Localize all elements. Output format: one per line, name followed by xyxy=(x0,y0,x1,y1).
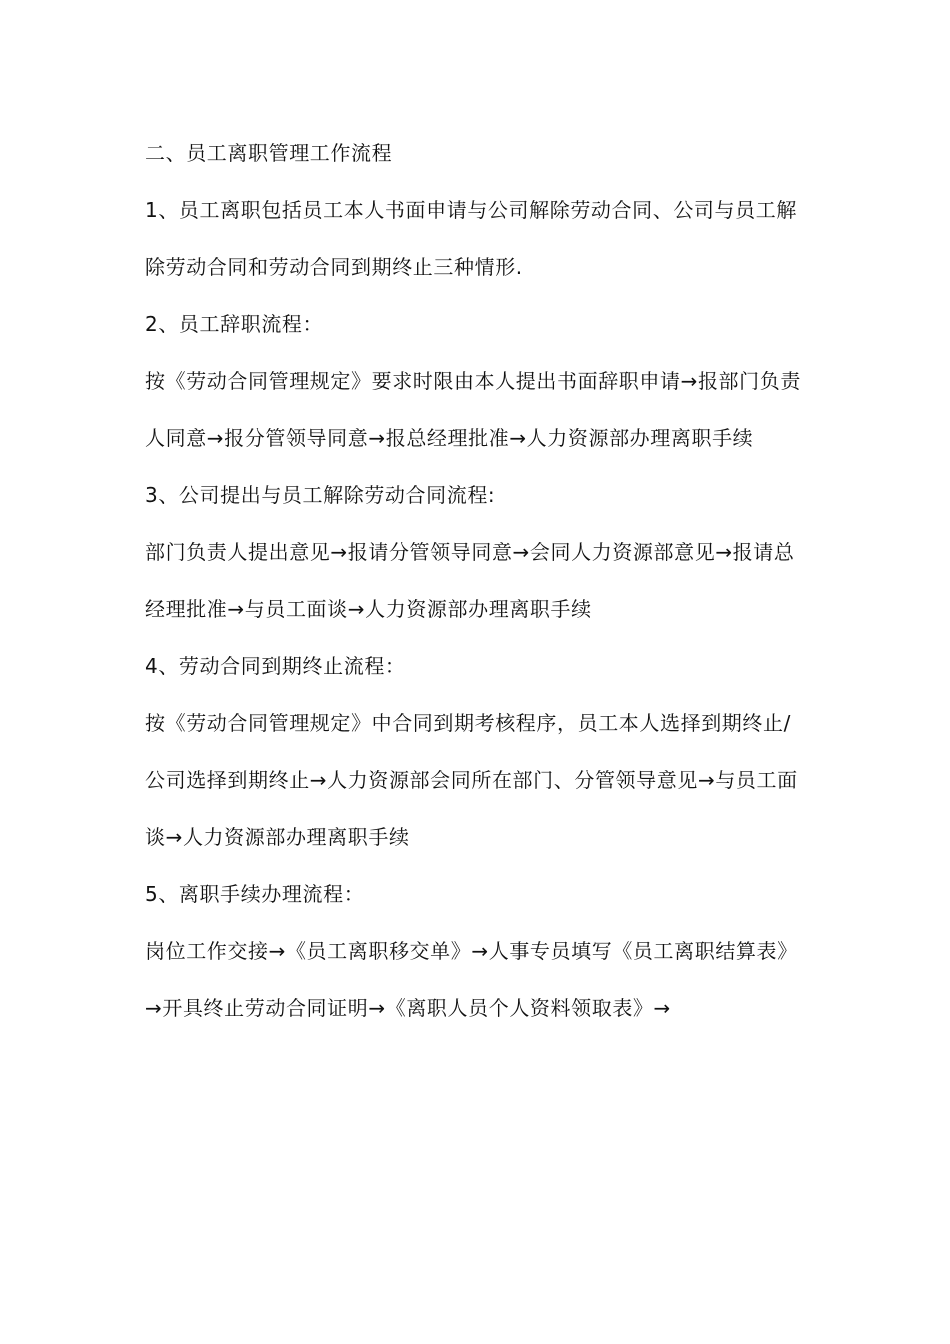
item-2-title: 2、员工辞职流程： xyxy=(145,312,324,336)
item-4-title: 4、劳动合同到期终止流程： xyxy=(145,654,406,678)
item-1-paragraph: 1、员工离职包括员工本人书面申请与公司解除劳动合同、公司与员工解除劳动合同和劳动合同到期终止三种情形. xyxy=(145,198,797,279)
item-5-title: 5、离职手续办理流程： xyxy=(145,882,365,906)
item-3-title: 3、公司提出与员工解除劳动合同流程: xyxy=(145,483,496,507)
document-body xyxy=(145,125,805,1037)
item-3-flow: 部门负责人提出意见→报请分管领导同意→会同人力资源部意见→报请总经理批准→与员工面谈→人力资源部办理离职手续 xyxy=(145,540,795,621)
item-4-flow: 按《劳动合同管理规定》中合同到期考核程序，员工本人选择到期终止/公司选择到期终止→人力资源部会同所在部门、分管领导意见→与员工面谈→人力资源部办理离职手续 xyxy=(145,711,798,849)
section-title: 二、员工离职管理工作流程 xyxy=(145,141,393,165)
item-2-flow: 按《劳动合同管理规定》要求时限由本人提出书面辞职申请→报部门负责人同意→报分管领导同意→报总经理批准→人力资源部办理离职手续 xyxy=(145,369,801,450)
item-5-flow: 岗位工作交接→《员工离职移交单》→人事专员填写《员工离职结算表》→开具终止劳动合同证明→《离职人员个人资料领取表》→ xyxy=(145,939,798,1020)
